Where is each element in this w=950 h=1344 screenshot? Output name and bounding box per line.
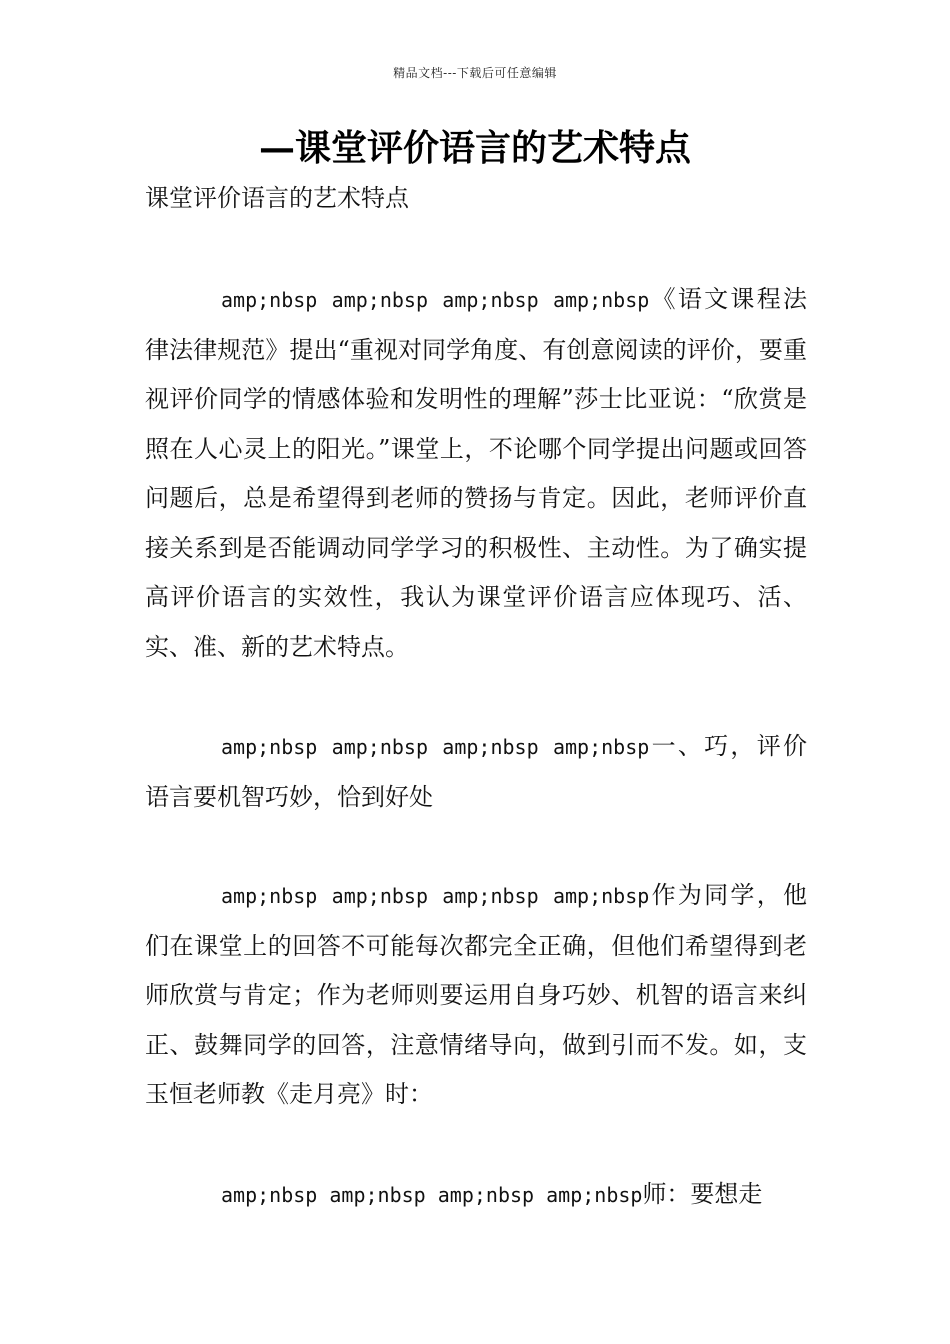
document-title: —课堂评价语言的艺术特点 [258,127,691,169]
paragraph-intro [145,275,807,672]
header-note: 精品文档---下载后可任意编辑 [393,66,557,80]
paragraph-prefix: amp;nbsp amp;nbsp amp;nbsp amp;nbsp [221,288,650,312]
paragraph-text: 一、巧，评价语言要机智巧妙，恰到好处 [145,732,808,811]
paragraph-text: 《语文课程法律法律规范》提出“重视对同学角度、有创意阅读的评价，要重视评价同学的情感体验和发明性的理解”莎士比亚说：“欣赏是照在人心灵上的阳光。”课堂上，不论哪个同学提出问题或回答问题后，总是希望得到老师的赞扬与肯定。因此，老师评价直接关系到是否能调动同学学习的积极性、主动性。为了确实提高评价语言的实效性，我认为课堂评价语言应体现巧、活、实、准、新的艺术特点。 [145,285,808,661]
paragraph-dialogue [145,1170,807,1221]
paragraph-prefix: amp;nbsp amp;nbsp amp;nbsp amp;nbsp [221,884,650,908]
document-subtitle: 课堂评价语言的艺术特点 [145,184,409,212]
paragraph-prefix: amp;nbsp amp;nbsp amp;nbsp amp;nbsp [221,1183,643,1207]
paragraph-section-heading [145,722,807,822]
paragraph-text: 师：要想走 [642,1180,763,1208]
paragraph-prefix: amp;nbsp amp;nbsp amp;nbsp amp;nbsp [221,735,650,759]
paragraph-text: 作为同学，他们在课堂上的回答不可能每次都完全正确，但他们希望得到老师欣赏与肯定；作为老师则要运用自身巧妙、机智的语言来纠正、鼓舞同学的回答，注意情绪导向，做到引而不发。如，支玉恒老师教《走月亮》时： [145,881,808,1108]
paragraph-body [145,871,807,1120]
